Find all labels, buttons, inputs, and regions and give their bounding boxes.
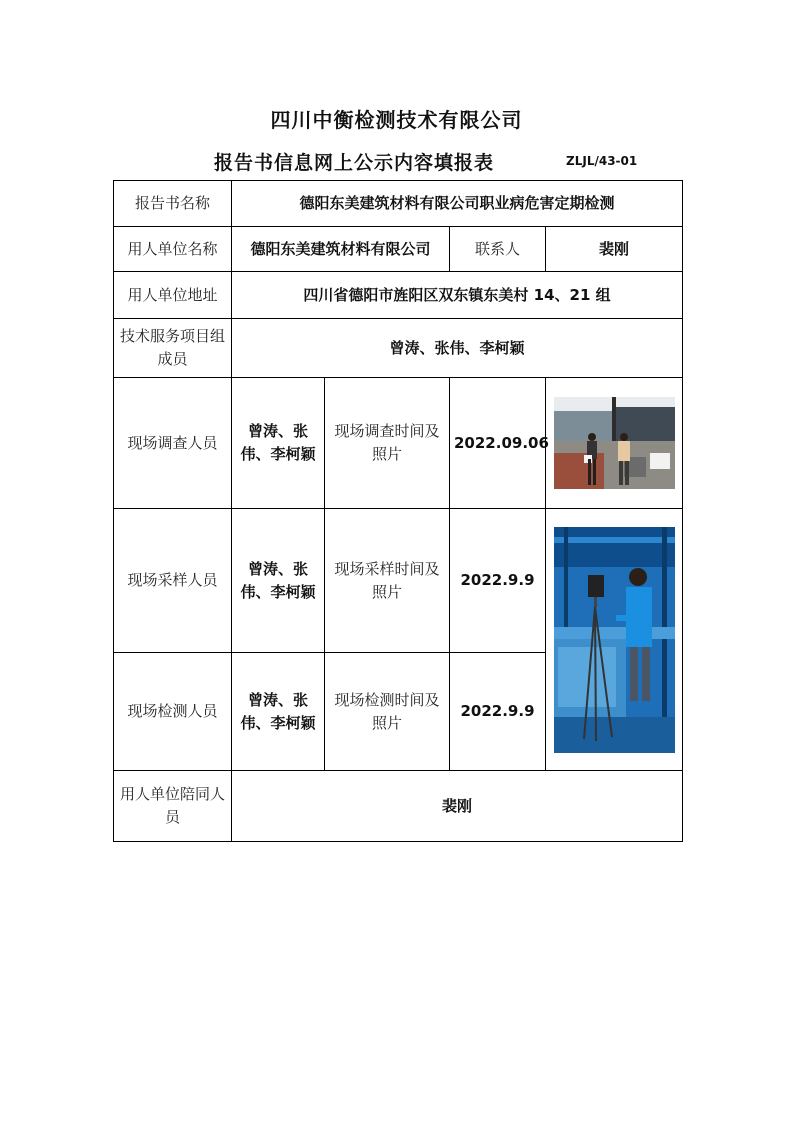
sampling-time-label: 现场采样时间及照片 — [325, 509, 450, 653]
row-employer — [114, 227, 683, 272]
sampling-label: 现场采样人员 — [114, 509, 232, 653]
sampling-date: 2022.9.9 — [450, 509, 546, 653]
report-name-value: 德阳东美建筑材料有限公司职业病危害定期检测 — [232, 181, 683, 227]
contact-value: 裴刚 — [546, 227, 683, 272]
form-code: ZLJL/43-01 — [566, 154, 638, 168]
sampling-testing-photo-cell — [546, 509, 683, 771]
survey-photo — [554, 397, 675, 489]
survey-photo-cell — [546, 378, 683, 509]
team-label: 技术服务项目组成员 — [114, 319, 232, 378]
testing-staff: 曾涛、张伟、李柯颖 — [232, 653, 325, 771]
sampling-staff: 曾涛、张伟、李柯颖 — [232, 509, 325, 653]
row-address — [114, 272, 683, 319]
employer-value: 德阳东美建筑材料有限公司 — [232, 227, 450, 272]
escort-value: 裴刚 — [232, 771, 683, 842]
row-team — [114, 319, 683, 378]
testing-time-label: 现场检测时间及照片 — [325, 653, 450, 771]
company-name: 四川中衡检测技术有限公司 — [270, 108, 523, 132]
team-value: 曾涛、张伟、李柯颖 — [232, 319, 683, 378]
survey-time-label: 现场调查时间及照片 — [325, 378, 450, 509]
row-escort — [114, 771, 683, 842]
survey-date: 2022.09.06 — [450, 378, 546, 509]
testing-label: 现场检测人员 — [114, 653, 232, 771]
contact-label: 联系人 — [450, 227, 546, 272]
sampling-photo — [554, 527, 675, 753]
report-name-label: 报告书名称 — [114, 181, 232, 227]
form-title: 报告书信息网上公示内容填报表 — [214, 152, 495, 174]
disclosure-form-table — [113, 180, 683, 842]
employer-label: 用人单位名称 — [114, 227, 232, 272]
survey-staff: 曾涛、张伟、李柯颖 — [232, 378, 325, 509]
row-sampling — [114, 509, 683, 653]
row-survey — [114, 378, 683, 509]
escort-label: 用人单位陪同人员 — [114, 771, 232, 842]
address-value: 四川省德阳市旌阳区双东镇东美村 14、21 组 — [232, 272, 683, 319]
row-report-name — [114, 181, 683, 227]
testing-date: 2022.9.9 — [450, 653, 546, 771]
survey-label: 现场调查人员 — [114, 378, 232, 509]
address-label: 用人单位地址 — [114, 272, 232, 319]
